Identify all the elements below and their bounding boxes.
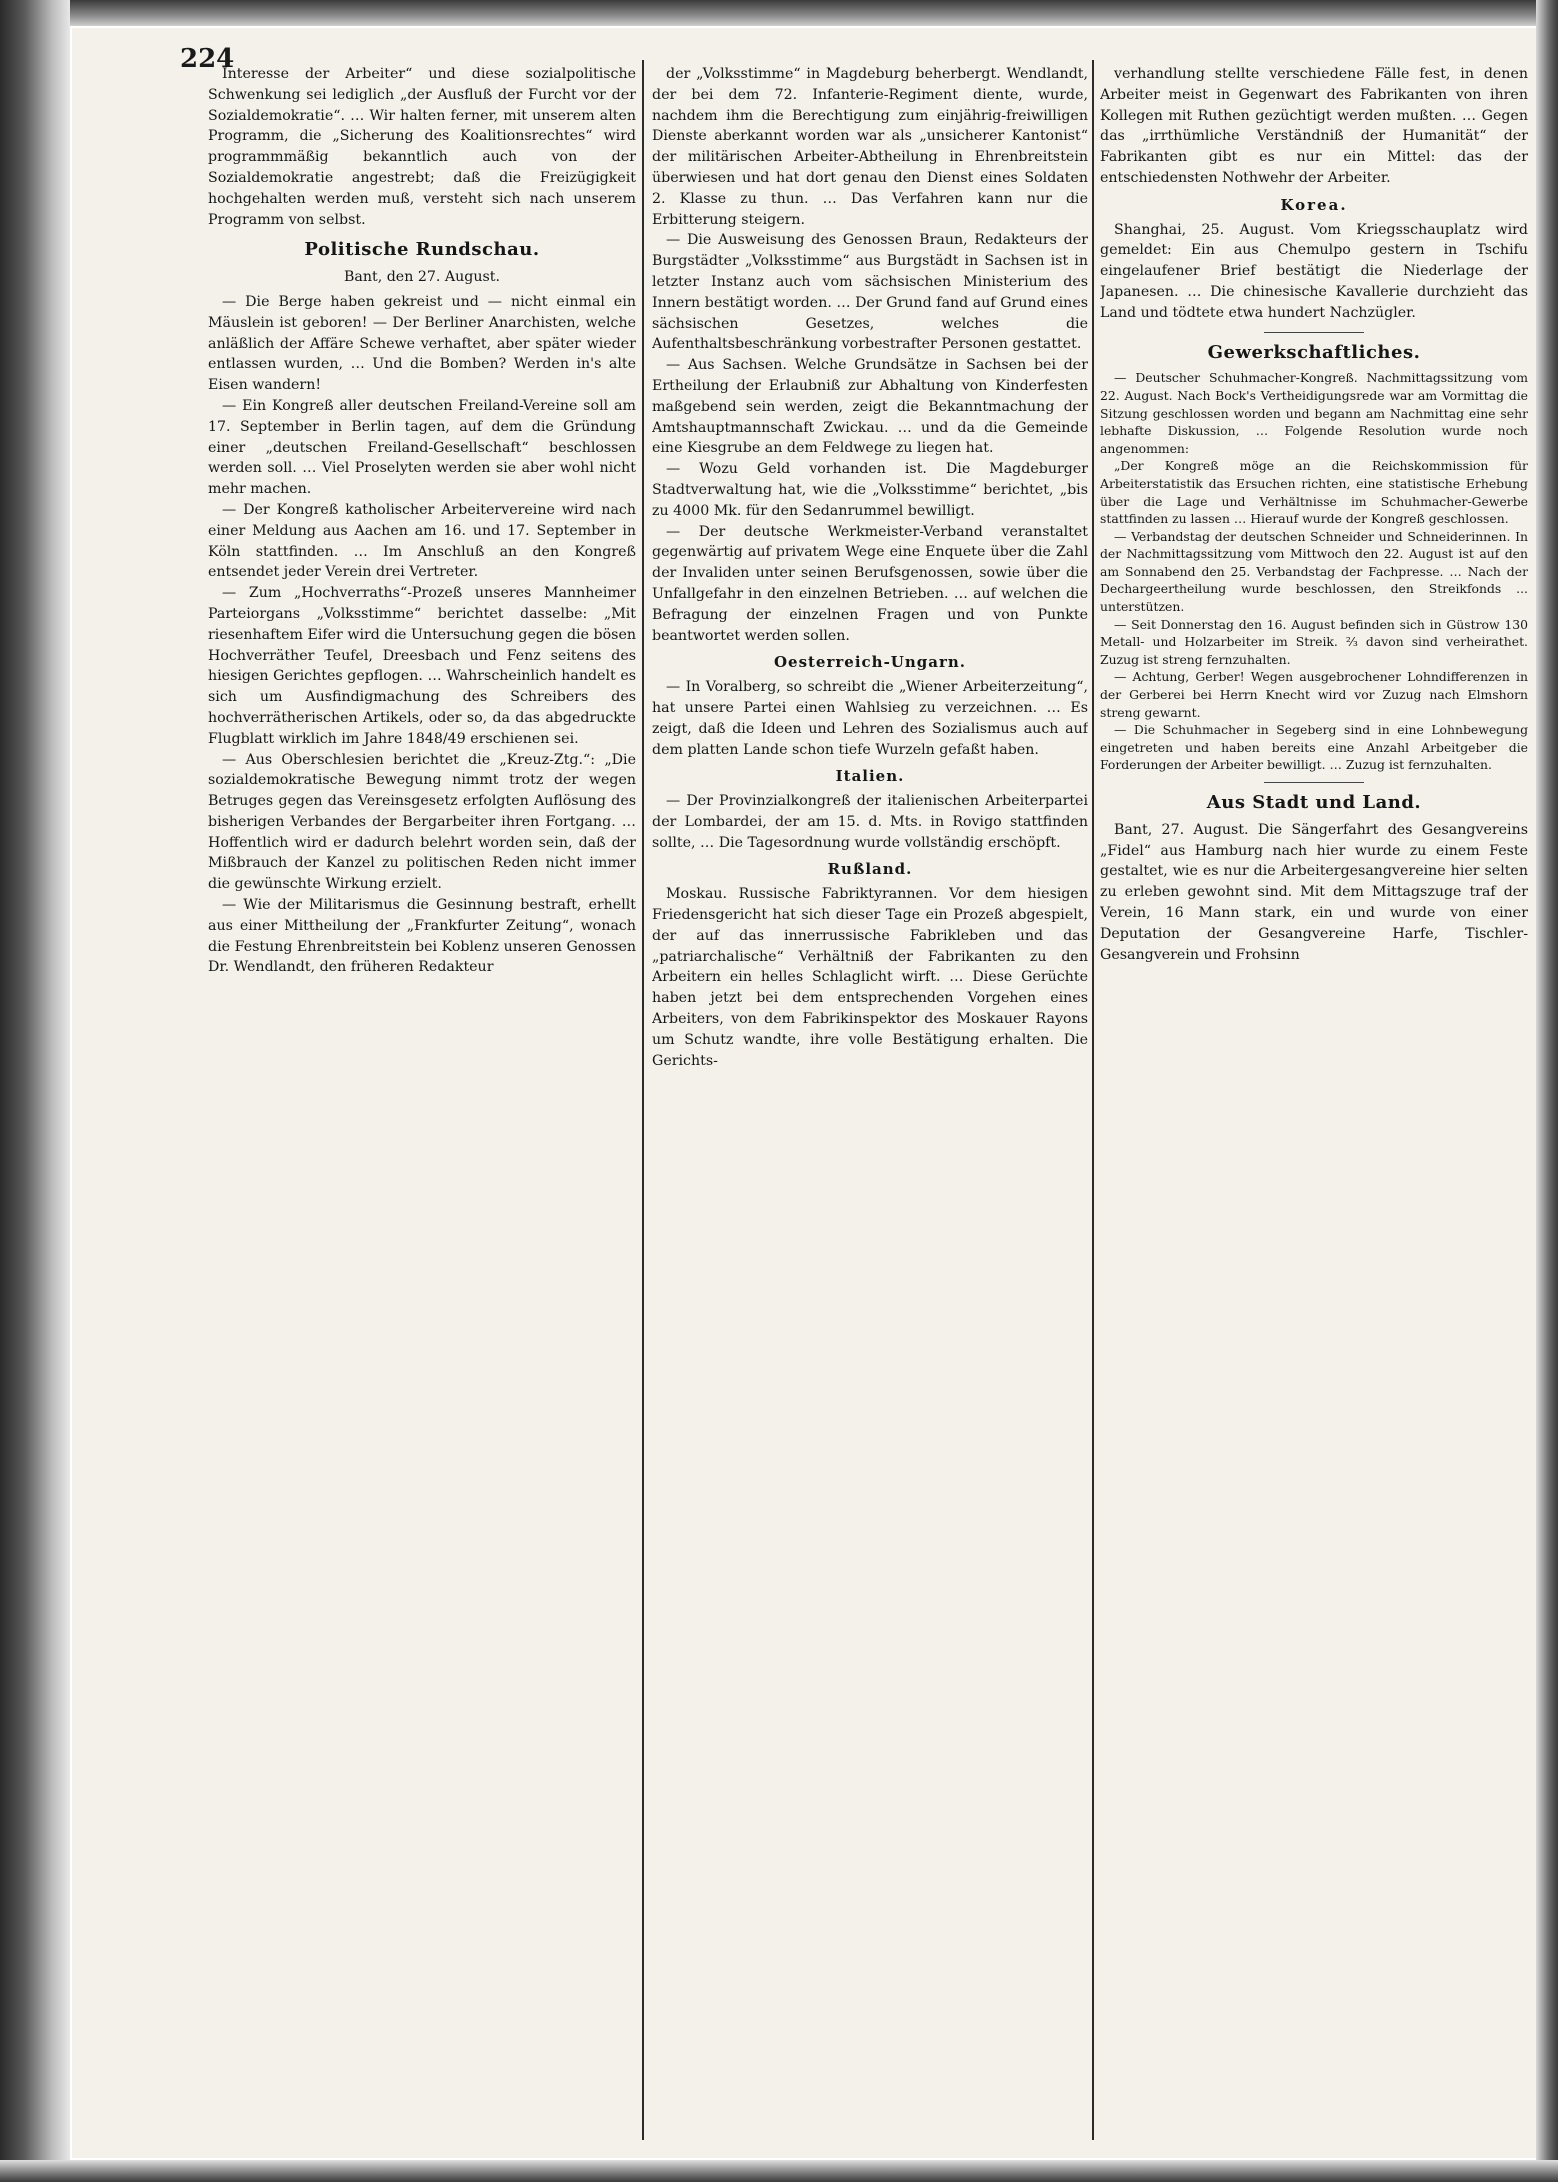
separator-rule <box>1264 332 1364 333</box>
article-text: — Aus Oberschlesien berichtet die „Kreuz-Ztg.“: „Die sozialdemokratische Bewegung nimmt trotz der wegen Betruges gegen das Vereinsgesetz erfolgten Auflösung des bisherigen Verbandes der Bergarbeiter ihren Fortgang. … Hoffentlich wird er dadurch belehrt worden sein, daß der Mißbrauch der Kanzel zu politischen Reden nicht immer die gewünschte Wirkung erzielt. <box>208 751 636 893</box>
article-text: — Ein Kongreß aller deutschen Freiland-Vereine soll am 17. September in Berlin tagen, auf dem die Gründung einer „deutschen Freiland-Gesellschaft“ beschlossen werden soll. … Viel Proselyten werden sie aber wohl nicht mehr machen. <box>208 397 636 498</box>
article-text: — Aus Sachsen. Welche Grundsätze in Sachsen bei der Ertheilung der Erlaubniß zur Abhaltung von Kinderfesten maßgebend sein werden, zeigt die Bekanntmachung der Amtshauptmannschaft Zwickau. … und da die Gemeinde eine Kiesgrube an dem Feldwege zu liegen hat. <box>652 357 1088 457</box>
article-text: — Die Schuhmacher in Segeberg sind in eine Lohnbewegung eingetreten und haben bereits eine Anzahl Arbeitgeber die Forderungen der Arbeiter bewilligt. … Zuzug ist fernzuhalten. <box>1100 722 1528 773</box>
article-text: — In Voralberg, so schreibt die „Wiener Arbeiterzeitung“, hat unsere Partei einen Wahlsieg zu verzeichnen. … Es zeigt, daß die Ideen und Lehren des Sozialismus auch auf dem platten Lande schon tiefe Wurzeln gefaßt haben. <box>652 679 1088 758</box>
article-text: — Wozu Geld vorhanden ist. Die Magdeburger Stadtverwaltung hat, wie die „Volksstimme“ berichtet, „bis zu 4000 Mk. für den Sedanrummel bewilligt. <box>652 461 1088 519</box>
article-text: — Deutscher Schuhmacher-Kongreß. Nachmittagssitzung vom 22. August. Nach Bock's Vertheidigungsrede war am Vormittag die Sitzung geschlossen worden und begann am Nachmittag eine sehr lebhafte Diskussion, … Folgende Resolution wurde noch angenommen: <box>1100 370 1528 456</box>
section-heading: Aus Stadt und Land. <box>1206 792 1422 814</box>
section-heading: Politische Rundschau. <box>304 239 540 261</box>
article-text: — Verbandstag der deutschen Schneider und Schneiderinnen. In der Nachmittagssitzung vom Mittwoch den 22. August ist auf den am Sonnabend den 25. Verbandstag der Fachpresse. … Nach der Dechargeertheilung wurde beschlossen, den Streikfonds ... unterstützen. <box>1100 528 1528 615</box>
article-text: — Wie der Militarismus die Gesinnung bestraft, erhellt aus einer Mittheilung der „Frankfurter Zeitung“, wonach die Festung Ehrenbreitstein bei Koblenz unseren Genossen Dr. Wendlandt, den früheren Redakteur <box>208 897 636 976</box>
column-rule-2 <box>1092 60 1094 2140</box>
section-heading: Korea. <box>1280 195 1348 214</box>
article-text: verhandlung stellte verschiedene Fälle fest, in denen Arbeiter meist in Gegenwart des Fabrikanten von ihren Kollegen mit Ruthen gezüchtigt werden mußten. … Gegen das „irrthümliche Verständniß der Humanität“ der Fabrikanten gibt es nur ein Mittel: das der entschiedensten Nothwehr der Arbeiter. <box>1100 66 1528 186</box>
article-text: Interesse der Arbeiter“ und diese sozialpolitische Schwenkung sei lediglich „der Ausfluß der Furcht vor der Sozialdemokratie“. … Wir halten ferner, mit unserem alten Programm, die „Sicherung des Koalitionsrechtes“ wird programmmäßig bekanntlich auch von der Sozialdemokratie angestrebt; daß die Freizügigkeit hochgehalten werden muß, versteht sich nach unserem Programm von selbst. <box>208 66 636 228</box>
article-text: — Der Kongreß katholischer Arbeitervereine wird nach einer Meldung aus Aachen am 16. und 17. September in Köln stattfinden. … Im Anschluß an den Kongreß entsendet jeder Verein drei Vertreter. <box>208 501 636 581</box>
article-text: der „Volksstimme“ in Magdeburg beherbergt. Wendlandt, der bei dem 72. Infanterie-Regiment diente, wurde, nachdem ihm die Berechtigung zum einjährig-freiwilligen Dienste aberkannt worden war als „unsicherer Kantonist“ der militärischen Arbeiter-Abtheilung in Ehrenbreitstein überwiesen und hat dort genau den Dienst eines Soldaten 2. Klasse zu thun. … Das Verfahren kann nur die Erbitterung steigern. <box>652 66 1088 228</box>
article-text: Moskau. Russische Fabriktyrannen. Vor dem hiesigen Friedensgericht hat sich dieser Tage ein Prozeß abgespielt, der auf das innerrussische Fabrikleben und das „patriarchalische“ Verhältniß der Fabrikanten zu den Arbeitern ein helles Schlaglicht wirft. … Diese Gerüchte haben jetzt bei dem entsprechenden Vorgehen eines Arbeiters, von dem Fabrikinspektor des Moskauer Rayons um Schutz wandte, ihre volle Bestätigung erhalten. Die Gerichts- <box>652 886 1088 1069</box>
article-text: — Die Ausweisung des Genossen Braun, Redakteurs der Burgstädter „Volksstimme“ aus Burgstädt in Sachsen ist in letzter Instanz auch vom sächsischen Ministerium des Innern bestätigt worden. … Der Grund fand auf Grund eines sächsischen Gesetzes, welches die Aufenthaltsbeschränkung vorbestrafter Personen gestattet. <box>652 232 1088 353</box>
article-text: — Der deutsche Werkmeister-Verband veranstaltet gegenwärtig auf privatem Wege eine Enquete über die Zahl der Invaliden unter seinen Berufsgenossen, sowie über die Unfallgefahr in den einzelnen Betrieben. … auf welchen die Befragung der einzelnen Fragen und von Punkte beantwortet werden sollen. <box>652 523 1088 644</box>
section-heading: Oesterreich-Ungarn. <box>773 653 967 672</box>
scan-shadow-left <box>0 0 70 2182</box>
scan-shadow-top <box>0 0 1558 26</box>
article-text: — Zum „Hochverraths“-Prozeß unseres Mannheimer Parteiorgans „Volksstimme“ berichtet dasselbe: „Mit riesenhaftem Eifer wird die Untersuchung gegen die bösen Hochverräther Teufel, Dreesbach und Fenz seitens des hiesigen Gerichtes gepflogen. … Wahrscheinlich handelt es sich um Ausfindigmachung des Schreibers des hochverrätherischen Artikels, oder so, da das abgedruckte Flugblatt wirklich im Jahre 1848/49 erschienen sei. <box>208 585 636 747</box>
article-text: — Die Berge haben gekreist und — nicht einmal ein Mäuslein ist geboren! — Der Berliner Anarchisten, welche anläßlich der Affäre Schewe verhaftet, aber später wieder entlassen wurden, … Und die Bomben? Werden in's alte Eisen wandern! <box>208 293 636 394</box>
article-text: — Der Provinzialkongreß der italienischen Arbeiterpartei der Lombardei, der am 15. d. Mts. in Rovigo stattfinden sollte, … Die Tagesordnung wurde vollständig erschöpft. <box>652 793 1088 851</box>
section-heading: Gewerkschaftliches. <box>1207 341 1421 363</box>
article-text: — Seit Donnerstag den 16. August befinden sich in Güstrow 130 Metall- und Holzarbeiter im Streik. ⅔ davon sind verheirathet. Zuzug ist streng fernzuhalten. <box>1100 616 1528 667</box>
scan-shadow-right <box>1536 0 1558 2182</box>
page-number: 224 <box>180 44 235 74</box>
article-text: „Der Kongreß möge an die Reichskommission für Arbeiterstatistik das Ersuchen richten, eine statistische Erhebung über die Lage und Verhältnisse im Schuhmacher-Gewerbe stattfinden zu lassen … Hierauf wurde der Kongreß geschlossen. <box>1100 458 1528 527</box>
article-text: — Achtung, Gerber! Wegen ausgebrochener Lohndifferenzen in der Gerberei bei Herrn Knecht wird vor Zuzug nach Elmshorn streng gewarnt. <box>1100 669 1528 720</box>
section-heading: Italien. <box>835 767 905 786</box>
article-text: Shanghai, 25. August. Vom Kriegsschauplatz wird gemeldet: Ein aus Chemulpo gestern in Tschifu eingelaufener Brief bestätigt die Niederlage der Japanesen. … Die chinesische Kavallerie durchzieht das Land und tödtete etwa hundert Nachzügler. <box>1100 221 1528 321</box>
separator-rule <box>1264 782 1364 783</box>
dateline: Bant, den 27. August. <box>343 269 501 286</box>
column-1 <box>208 64 636 2124</box>
column-rule-1 <box>642 60 644 2140</box>
section-heading: Rußland. <box>827 860 913 879</box>
article-text: Bant, 27. August. Die Sängerfahrt des Gesangvereins „Fidel“ aus Hamburg nach hier wurde zu einem Feste gestaltet, wie es nur die Arbeitergesangvereine hier selten zu erleben gewohnt sind. Mit dem Mittagszuge traf der Verein, 16 Mann stark, ein und wurde von einer Deputation der Gesangvereine Harfe, Tischler-Gesangverein und Frohsinn <box>1100 821 1528 963</box>
column-3 <box>1100 64 1528 2124</box>
column-2 <box>652 64 1088 2124</box>
scan-shadow-bottom <box>0 2160 1558 2182</box>
